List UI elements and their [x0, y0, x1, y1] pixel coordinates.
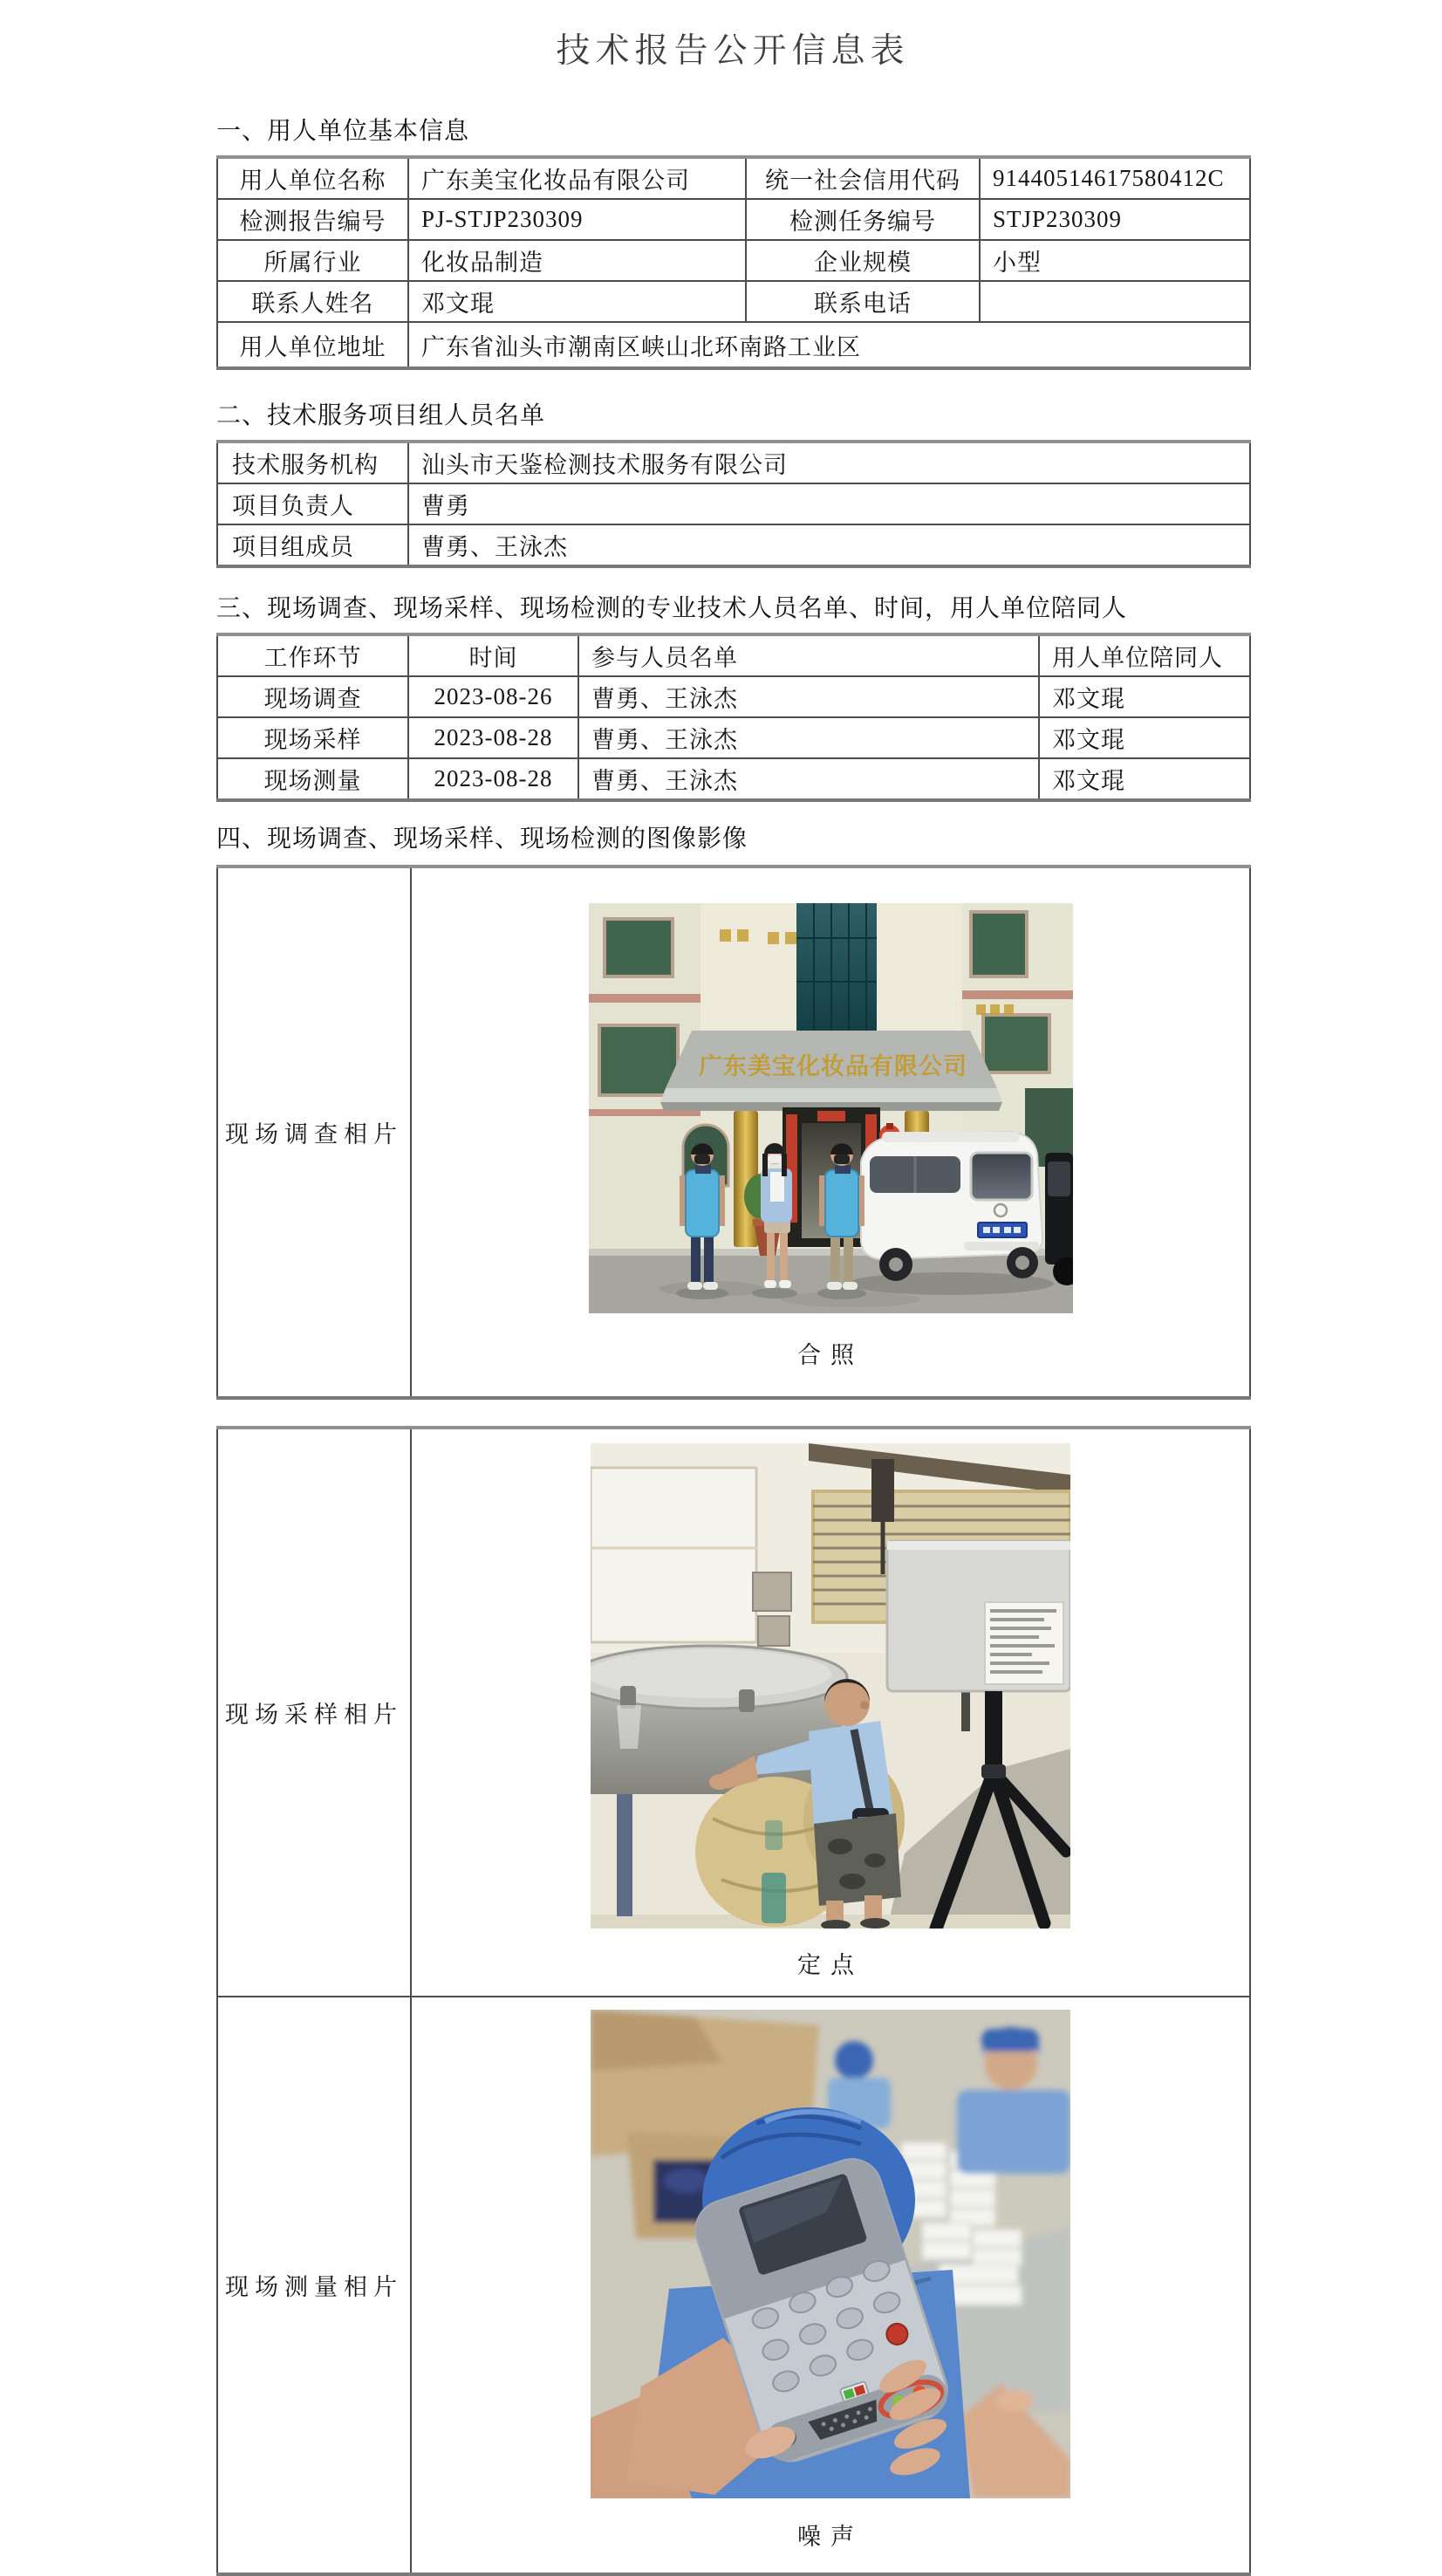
service-team-table	[216, 440, 1251, 568]
escort-cell: 邓文琨	[1039, 676, 1250, 717]
employer-info-table	[216, 155, 1251, 370]
photo-row	[217, 867, 1250, 1398]
column-header: 时间	[408, 634, 578, 676]
field-label: 检测任务编号	[746, 199, 980, 240]
field-label: 所属行业	[217, 240, 408, 281]
personnel-cell: 曹勇、王泳杰	[578, 758, 1039, 800]
personnel-cell: 曹勇、王泳杰	[578, 717, 1039, 758]
section2-heading: 二、技术服务项目组人员名单	[216, 402, 546, 429]
table-header-row	[217, 634, 1250, 676]
field-value: 曹勇、王泳杰	[408, 524, 1250, 566]
escort-cell: 邓文琨	[1039, 758, 1250, 800]
field-value: STJP230309	[980, 199, 1250, 240]
table-row	[217, 281, 1250, 322]
field-label: 检测报告编号	[217, 199, 408, 240]
photo-caption: 定点	[797, 1952, 864, 1978]
field-label: 项目组成员	[217, 524, 408, 566]
field-value: 91440514617580412C	[980, 157, 1250, 199]
field-label: 联系电话	[746, 281, 980, 322]
escort-cell: 邓文琨	[1039, 717, 1250, 758]
table-row	[217, 717, 1250, 758]
site-sampling-photo	[591, 1443, 1070, 1929]
field-label: 统一社会信用代码	[746, 157, 980, 199]
table-row	[217, 676, 1250, 717]
section3-heading: 三、现场调查、现场采样、现场检测的专业技术人员名单、时间，用人单位陪同人	[216, 595, 1128, 622]
field-value: 小型	[980, 240, 1250, 281]
site-survey-group-photo	[589, 903, 1073, 1313]
column-header: 用人单位陪同人	[1039, 634, 1250, 676]
field-label: 项目负责人	[217, 483, 408, 524]
column-header: 参与人员名单	[578, 634, 1039, 676]
section4-heading: 四、现场调查、现场采样、现场检测的图像影像	[216, 826, 748, 853]
photo-frame	[412, 1429, 1249, 1980]
document-page	[216, 0, 1249, 2576]
photo-cell	[411, 1997, 1250, 2574]
survey-photo-table	[216, 865, 1251, 1400]
field-value: PJ-STJP230309	[408, 199, 746, 240]
page-title: 技术报告公开信息表	[556, 32, 910, 70]
work-step-cell: 现场测量	[217, 758, 408, 800]
table-row	[217, 240, 1250, 281]
field-label: 企业规模	[746, 240, 980, 281]
field-label: 用人单位地址	[217, 322, 408, 368]
factory-sign-text: 广东美宝化妆品有限公司	[698, 1053, 967, 1079]
photo-row	[217, 1997, 1250, 2574]
work-step-cell: 现场调查	[217, 676, 408, 717]
table-row	[217, 483, 1250, 524]
photo-cell	[411, 1428, 1250, 1997]
work-step-cell: 现场采样	[217, 717, 408, 758]
photo-cell	[411, 867, 1250, 1398]
photo-caption: 噪声	[797, 2524, 864, 2550]
date-cell: 2023-08-28	[408, 717, 578, 758]
table-row	[217, 199, 1250, 240]
table-row	[217, 524, 1250, 566]
table-row	[217, 442, 1250, 483]
date-cell: 2023-08-26	[408, 676, 578, 717]
date-cell: 2023-08-28	[408, 758, 578, 800]
sampling-measuring-photo-table	[216, 1426, 1251, 2576]
field-label: 技术服务机构	[217, 442, 408, 483]
personnel-cell: 曹勇、王泳杰	[578, 676, 1039, 717]
table-row	[217, 157, 1250, 199]
field-value: 汕头市天鉴检测技术服务有限公司	[408, 442, 1250, 483]
field-value: 广东美宝化妆品有限公司	[408, 157, 746, 199]
field-value: 邓文琨	[408, 281, 746, 322]
photo-label: 现场测量相片	[217, 1997, 411, 2574]
field-label: 用人单位名称	[217, 157, 408, 199]
field-value: 化妆品制造	[408, 240, 746, 281]
field-label: 联系人姓名	[217, 281, 408, 322]
photo-label: 现场调查相片	[217, 867, 411, 1398]
field-value: 曹勇	[408, 483, 1250, 524]
section1-heading: 一、用人单位基本信息	[216, 118, 470, 145]
photo-caption: 合照	[797, 1342, 864, 1368]
photo-label: 现场采样相片	[217, 1428, 411, 1997]
photo-row	[217, 1428, 1250, 1997]
column-header: 工作环节	[217, 634, 408, 676]
photo-frame	[412, 868, 1249, 1370]
photo-frame	[412, 1997, 1249, 2552]
table-row	[217, 758, 1250, 800]
table-row	[217, 322, 1250, 368]
field-value: 广东省汕头市潮南区峡山北环南路工业区	[408, 322, 1250, 368]
field-work-table	[216, 633, 1251, 802]
noise-measuring-photo	[591, 2010, 1070, 2498]
field-value-empty	[980, 281, 1250, 322]
